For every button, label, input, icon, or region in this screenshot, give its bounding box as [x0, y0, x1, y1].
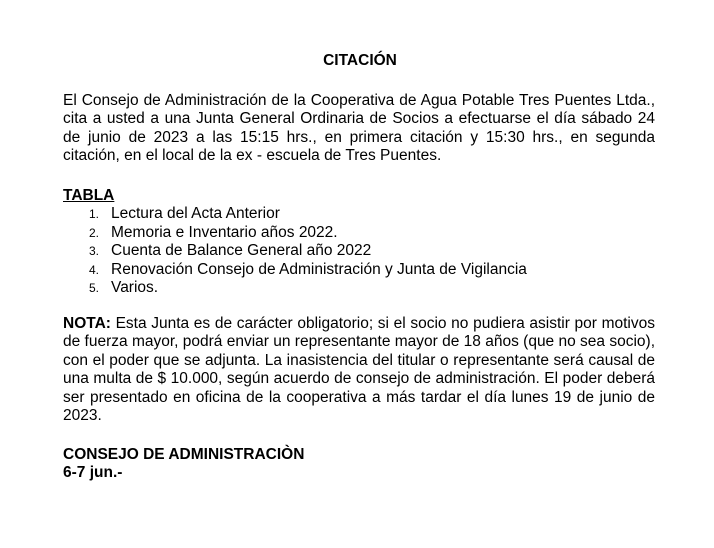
- agenda-item-text: Renovación Consejo de Administración y Junta de Vigilancia: [111, 260, 527, 278]
- document-title: CITACIÓN: [323, 52, 397, 69]
- table-heading: TABLA: [63, 186, 115, 204]
- signature: CONSEJO DE ADMINISTRACIÒN: [63, 445, 305, 463]
- agenda-item: [63, 224, 655, 243]
- agenda-item: [63, 205, 655, 224]
- agenda-item-text: Memoria e Inventario años 2022.: [111, 223, 338, 241]
- agenda-item-number: 2.: [88, 225, 99, 240]
- note-paragraph: [63, 315, 655, 426]
- document-page: [63, 52, 655, 483]
- agenda-item-number: 5.: [88, 281, 99, 295]
- document-date: 6-7 jun.-: [63, 464, 123, 481]
- agenda-item-number: 1.: [88, 207, 99, 221]
- agenda-item: [63, 261, 655, 280]
- note-text: Esta Junta es de carácter obligatorio; si el socio no pudiera asistir por motivos de fuerza mayor, podrá enviar un representante mayor de 18 años (que no sea socio), con el poder que se adjunta. La inasistencia del titular o representante será causal de una multa de $ 10.000, según acuerdo de consejo de administración. El poder deberá ser presentado en oficina de la cooperativa a más tardar el día lunes 19 de junio de 2023.: [63, 314, 655, 424]
- note-label: NOTA:: [63, 314, 111, 332]
- agenda-item-number: 3.: [88, 244, 99, 258]
- agenda-list: [63, 205, 655, 298]
- agenda-item-number: 4.: [88, 262, 99, 277]
- agenda-item: [63, 242, 655, 261]
- agenda-item-text: Cuenta de Balance General año 2022: [111, 242, 372, 259]
- intro-paragraph: El Consejo de Administración de la Cooperativa de Agua Potable Tres Puentes Ltda., cita a usted a una Junta General Ordinaria de Socios a efectuarse el día sábado 24 de junio de 2023 a las 15:15 hrs., en primera citación y 15:30 hrs., en segunda citación, en el local de la ex - escuela de Tres Puentes.: [63, 91, 655, 164]
- agenda-item-text: Varios.: [111, 279, 159, 296]
- agenda-item-text: Lectura del Acta Anterior: [111, 205, 280, 222]
- agenda-item: [63, 279, 655, 298]
